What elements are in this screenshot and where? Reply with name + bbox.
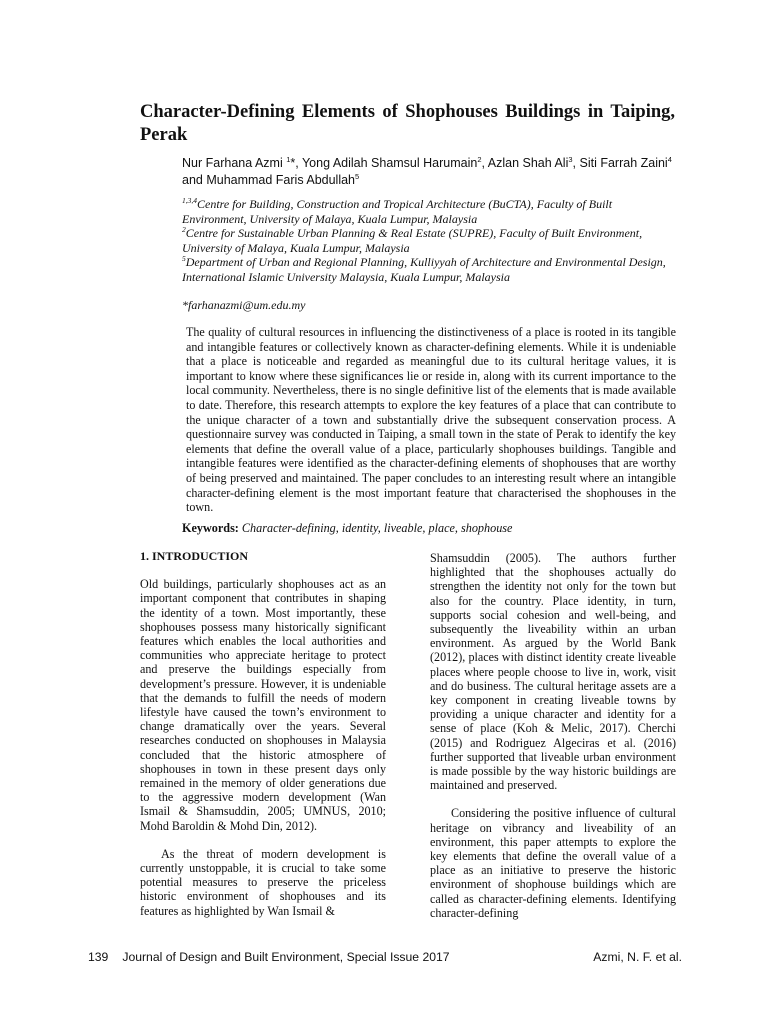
author-5-superscript: 5 bbox=[355, 171, 360, 181]
affiliation-superscript: 2 bbox=[182, 225, 186, 234]
keywords-list: Character-defining, identity, liveable, place, shophouse bbox=[238, 521, 513, 535]
section-heading: 1. INTRODUCTION bbox=[140, 549, 249, 563]
abstract-text: The quality of cultural resources in influencing the distinctiveness of a place is rooted in its tangible and intangible features or collectively known as character-defining elements. While it is undeniable that a place is noticeable and regarded as meaningful due to its cultural heritage values, it is important to know where these significances lie or reside in, along with its current importance to the local community. Nevertheless, there is no single definitive list of the elements that is made available to date. Therefore, this research attempts to explore the key features of a place that can contribute to the unique character of a town and substantially drive the subsequent conservation process. A questionnaire survey was conducted in Taiping, a small town in the state of Perak to identify the key elements that define the overall value of a place, particularly shophouses buildings. Tangible and intangible features were identified as the character-defining elements of shophouses that are worthy of being preserved and maintained. The paper concludes to an interesting result where an intangible character-defining element is the most important feature that characterised the shophouses in the town. bbox=[186, 325, 676, 515]
left-column bbox=[140, 549, 386, 918]
running-author: Azmi, N. F. et al. bbox=[593, 950, 682, 964]
author-2: Yong Adilah Shamsul Harumain bbox=[301, 156, 478, 170]
author-1-mark: *, bbox=[290, 156, 302, 170]
affiliation-item bbox=[182, 226, 672, 255]
affiliation-item bbox=[182, 197, 672, 226]
corresponding-email: *farhanazmi@um.edu.my bbox=[182, 298, 306, 312]
journal-name: Journal of Design and Built Environment, Special Issue 2017 bbox=[122, 950, 450, 964]
author-list bbox=[182, 155, 677, 189]
affiliation-superscript: 1,3,4 bbox=[182, 196, 197, 205]
affiliation-list bbox=[182, 197, 672, 284]
author-1-superscript: 1 bbox=[286, 154, 291, 164]
author-3: , Azlan Shah Ali bbox=[481, 156, 569, 170]
author-5: and Muhammad Faris Abdullah bbox=[182, 173, 356, 187]
author-4-superscript: 4 bbox=[667, 154, 672, 164]
page-footer bbox=[88, 950, 682, 964]
paper-title: Character-Defining Elements of Shophouses Buildings in Taiping, Perak bbox=[140, 102, 675, 145]
author-2-superscript: 2 bbox=[477, 154, 482, 164]
right-column bbox=[430, 551, 676, 920]
author-3-superscript: 3 bbox=[568, 154, 573, 164]
body-paragraph: Shamsuddin (2005). The authors further highlighted that the shophouses actually do strengthen the identity not only for the town but also for the country. Place identity, in turn, supports social cohesion and well-being, and subsequently the liveability within an urban environment. As argued by the World Bank (2012), places with distinct identity create liveable places where people choose to live in, work, visit and do business. The cultural heritage assets are a key component in creating liveable towns by providing a unique character and identity for a sense of place (Koh & Melic, 2017). Cherchi (2015) and Rodriguez Algeciras et al. (2016) further supported that liveable urban environment is made possible by the way historic buildings are maintained and preserved. bbox=[430, 551, 676, 793]
page-number: 139 bbox=[88, 950, 109, 964]
affiliation-superscript: 5 bbox=[182, 254, 186, 263]
footer-left bbox=[88, 950, 450, 964]
keywords-line bbox=[182, 521, 677, 536]
body-paragraph: As the threat of modern development is currently unstoppable, it is crucial to take some potential measures to preserve the priceless historic environment of shophouses and its features as highlighted by Wan Ismail & bbox=[140, 846, 386, 918]
affiliation-text: Centre for Sustainable Urban Planning & Real Estate (SUPRE), Faculty of Built Environment, University of Malaya, Kuala Lumpur, Malaysia bbox=[182, 226, 643, 255]
affiliation-item bbox=[182, 255, 672, 284]
body-paragraph: Considering the positive influence of cultural heritage on vibrancy and liveability of an environment, this paper attempts to explore the key elements that define the overall value of a place as an initiative to preserve the historic environment of shophouse buildings which are called as character-defining elements. Identifying character-defining bbox=[430, 806, 676, 920]
affiliation-text: Centre for Building, Construction and Tropical Architecture (BuCTA), Faculty of Built Environment, University of Malaya, Kuala Lumpur, Malaysia bbox=[182, 197, 613, 226]
affiliation-text: Department of Urban and Regional Planning, Kulliyyah of Architecture and Environmental Design, International Islamic University Malaysia, Kuala Lumpur, Malaysia bbox=[182, 255, 666, 284]
keywords-label: Keywords: bbox=[182, 521, 239, 535]
body-paragraph: Old buildings, particularly shophouses act as an important component that contributes in shaping the identity of a town. Most importantly, these shophouses possess many historically significant features which enables the local authorities and communities who appreciate heritage to protect and preserve the buildings especially from development’s pressure. However, it is undeniable that the demands to fulfill the needs of modern lifestyle have caused the town’s environment to change dramatically over the years. Several researches conducted on shophouses in Malaysia concluded that the historic atmosphere of shophouses in town in these present days only remained in the memory of older generations due to the aggressive modern development (Wan Ismail & Shamsuddin, 2005; UMNUS, 2010; Mohd Baroldin & Mohd Din, 2012). bbox=[140, 577, 386, 833]
author-1: Nur Farhana Azmi bbox=[182, 156, 287, 170]
author-4: , Siti Farrah Zaini bbox=[572, 156, 668, 170]
